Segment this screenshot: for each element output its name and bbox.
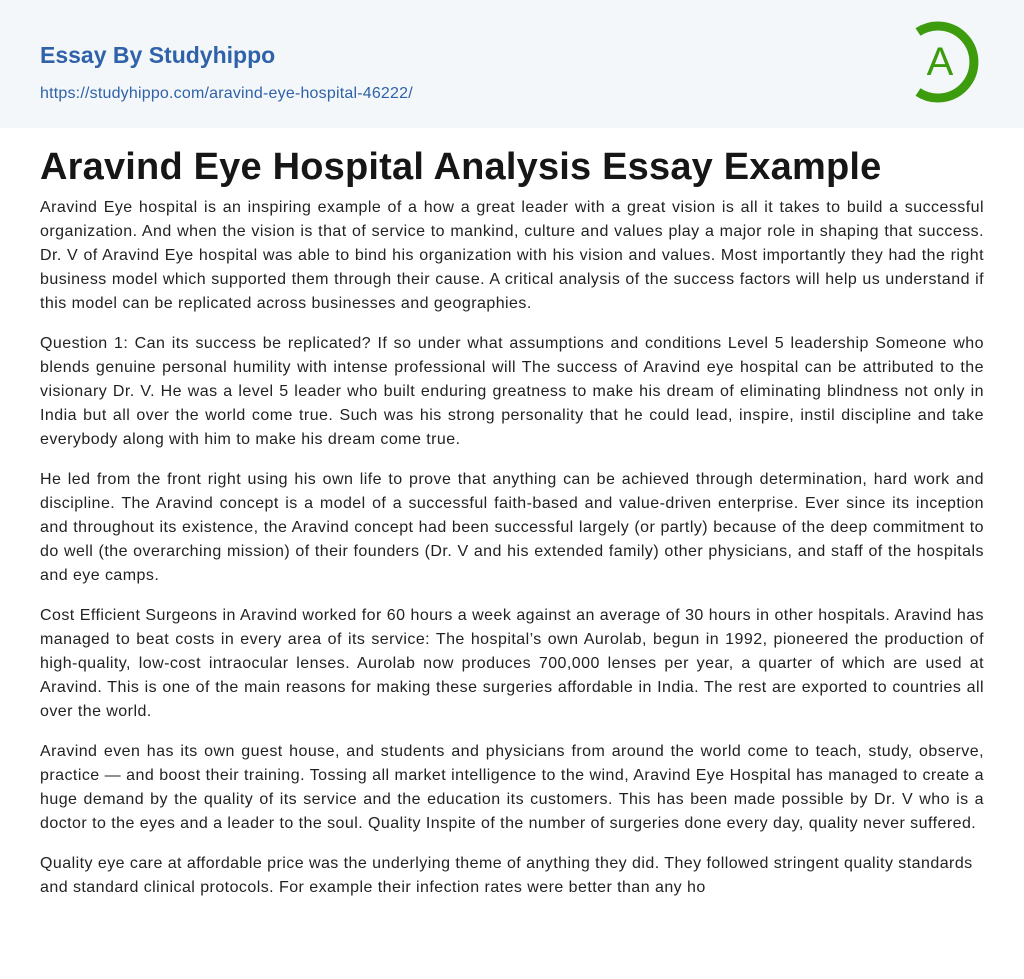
essay-body: [40, 196, 984, 916]
essay-paragraph: He led from the front right using his own life to prove that anything can be achieved through determination, hard work and discipline. The Aravind concept is a model of a successful faith-based and value-driven enterprise. Ever since its inception and throughout its existence, the Aravind concept had been successful largely (or partly) because of the deep commitment to do well (the overarching mission) of their founders (Dr. V and his extended family) other physicians, and staff of the hospitals and eye camps.: [40, 471, 984, 584]
essay-paragraph: Quality eye care at affordable price was the underlying theme of anything they did. They followed stringent quality standards and standard clinical protocols. For example their infection rates were better than any ho: [40, 855, 973, 896]
brand-title[interactable]: Essay By Studyhippo: [40, 42, 276, 68]
svg-text:A: A: [926, 40, 954, 84]
essay-paragraph: Aravind even has its own guest house, and students and physicians from around the world come to teach, study, observe, practice — and boost their training. Tossing all market intelligence to the wind, Aravind Eye Hospital has managed to create a huge demand by the quality of its service and the education its customers. This has been made possible by Dr. V who is a doctor to the eyes and a leader to the soul. Quality Inspite of the number of surgeries done every day, quality never suffered.: [40, 743, 984, 832]
essay-paragraph: Question 1: Can its success be replicated? If so under what assumptions and conditions Level 5 leadership Someone who blends genuine personal humility with intense professional will The success of Aravind eye hospital can be attributed to the visionary Dr. V. He was a level 5 leader who built enduring greatness to make his dream of eliminating blindness not only in India but all over the world come true. Such was his strong personality that he could lead, inspire, instil discipline and take everybody along with him to make his dream come true.: [40, 335, 984, 448]
studyhippo-logo-icon[interactable]: [910, 20, 986, 104]
essay-url-link[interactable]: https://studyhippo.com/aravind-eye-hospital-46222/: [40, 85, 413, 102]
site-header: [0, 0, 1024, 128]
page-title: Aravind Eye Hospital Analysis Essay Example: [40, 146, 882, 188]
essay-paragraph: Cost Efficient Surgeons in Aravind worked for 60 hours a week against an average of 30 hours in other hospitals. Aravind has managed to beat costs in every area of its service: The hospital’s own Aurolab, begun in 1992, pioneered the production of high-quality, low-cost intraocular lenses. Aurolab now produces 700,000 lenses per year, a quarter of which are used at Aravind. This is one of the main reasons for making these surgeries affordable in India. The rest are exported to countries all over the world.: [40, 607, 984, 720]
essay-paragraph: Aravind Eye hospital is an inspiring example of a how a great leader with a great vision is all it takes to build a successful organization. And when the vision is that of service to mankind, culture and values play a major role in shaping that success. Dr. V of Aravind Eye hospital was able to bind his organization with his vision and values. Most importantly they had the right business model which supported them through their cause. A critical analysis of the success factors will help us understand if this model can be replicated across businesses and geographies.: [40, 199, 984, 312]
